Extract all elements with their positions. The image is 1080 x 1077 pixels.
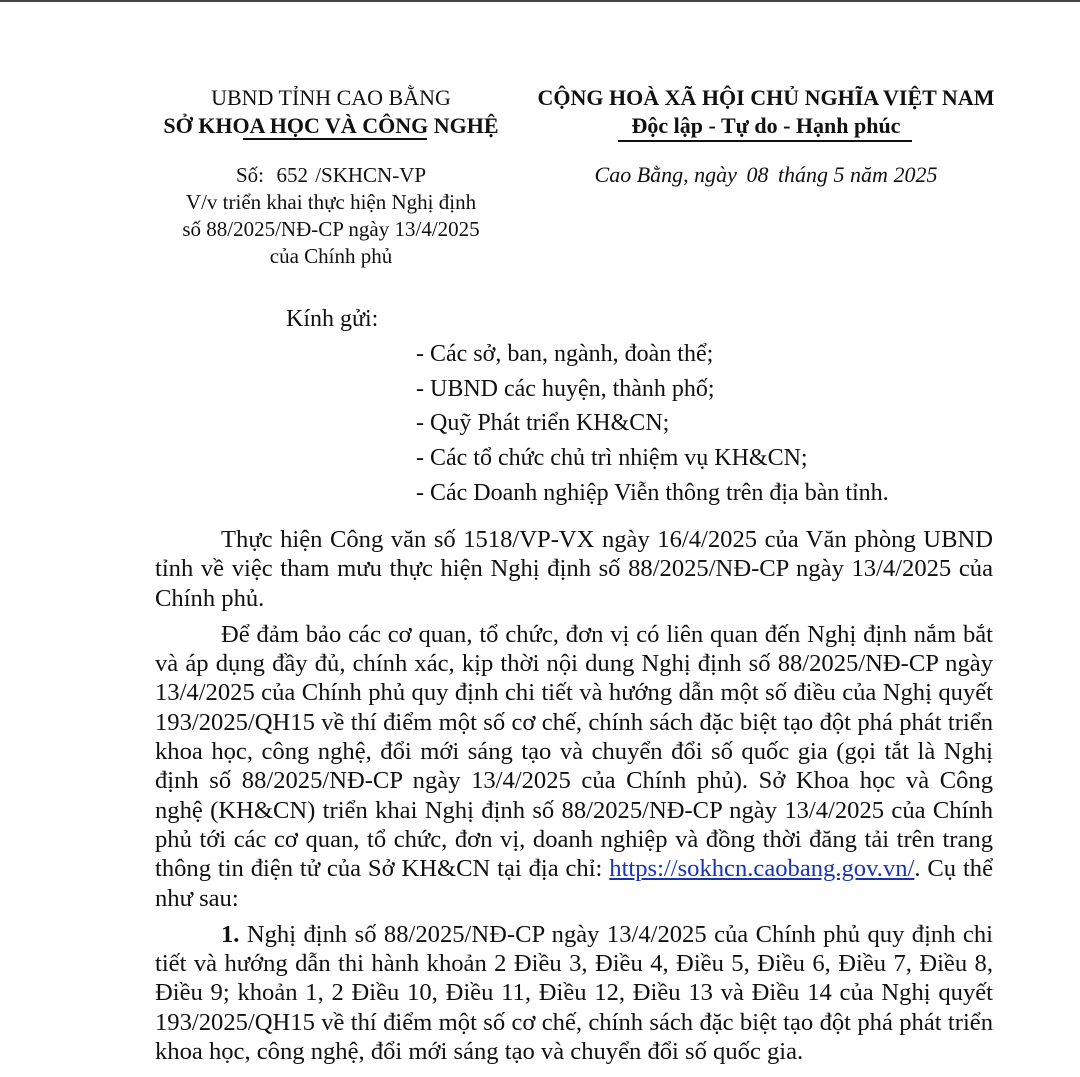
- subject-line: của Chính phủ: [269, 244, 393, 268]
- paragraph-tail: . Cụ thể như sau:: [155, 855, 993, 912]
- item-text: Nghị định số 88/2025/NĐ-CP ngày 13/4/2025 của Chính phủ quy định chi tiết và hướng dẫn thi hành khoản 2 Điều 3, Điều 4, Điều 5, Điều 6, Điều 7, Điều 8, Điều 9; khoản 1, 2 Điều 10, Điều 11, Điều 12, Điều 13 và Điều 14 của Nghị quyết 193/2025/QH15 về thí điểm một số cơ chế, chính sách đặc biệt tạo đột phá phát triển khoa học, công nghệ, đổi mới sáng tạo và chuyển đổi số quốc gia.: [155, 920, 993, 1066]
- paragraph-text: Để đảm bảo các cơ quan, tổ chức, đơn vị có liên quan đến Nghị định nắm bắt và áp dụng đầy đủ, chính xác, kịp thời nội dung Nghị định số 88/2025/NĐ-CP ngày 13/4/2025 của Chính phủ quy định chi tiết và hướng dẫn một số điều của Nghị quyết 193/2025/QH15 về thí điểm một số cơ chế, chính sách đặc biệt tạo đột phá phát triển khoa học, công nghệ, đổi mới sáng tạo và chuyển đổi số quốc gia (gọi tắt là Nghị định số 88/2025/NĐ-CP ngày 13/4/2025 của Chính phủ). Sở Khoa học và Công nghệ (KH&CN) triển khai Nghị định số 88/2025/NĐ-CP ngày 13/4/2025 của Chính phủ tới các cơ quan, tổ chức, đơn vị, doanh nghiệp và đồng thời đăng tải trên trang thông tin điện tử của Sở KH&CN tại địa chỉ:: [155, 620, 993, 883]
- national-header: [524, 84, 1008, 140]
- so-number: 652: [276, 163, 308, 187]
- document-subject: [150, 189, 512, 270]
- date-day: 08: [746, 162, 769, 187]
- recipient-item: - Các Doanh nghiệp Viễn thông trên địa bàn tỉnh.: [416, 479, 889, 506]
- recipient-item: - Quỹ Phát triển KH&CN;: [416, 410, 670, 437]
- agency-underline: [243, 138, 427, 140]
- document-date: [524, 162, 1008, 188]
- body-paragraph: [155, 620, 993, 913]
- recipient-item: - UBND các huyện, thành phố;: [416, 375, 715, 402]
- agency-name: SỞ KHOA HỌC VÀ CÔNG NGHỆ: [163, 113, 499, 138]
- website-link[interactable]: https://sokhcn.caobang.gov.vn/: [609, 855, 915, 883]
- document-number: [150, 162, 512, 188]
- document-body: [155, 525, 993, 1073]
- motto-underline: [618, 140, 912, 142]
- agency-header: [150, 84, 512, 140]
- subject-line: số 88/2025/NĐ-CP ngày 13/4/2025: [182, 217, 480, 241]
- recipient-list: [416, 337, 889, 511]
- body-item: [155, 920, 993, 1066]
- agency-parent: UBND TỈNH CAO BẰNG: [211, 85, 451, 110]
- page-top-border: [0, 0, 1080, 2]
- so-suffix: /SKHCN-VP: [315, 163, 427, 187]
- addressee-label: Kính gửi:: [286, 306, 379, 332]
- country-name: CỘNG HOÀ XÃ HỘI CHỦ NGHĨA VIỆT NAM: [537, 85, 995, 110]
- date-suffix: tháng 5 năm 2025: [777, 162, 938, 187]
- subject-line: V/v triển khai thực hiện Nghị định: [185, 190, 477, 214]
- date-prefix: Cao Bằng, ngày: [594, 162, 737, 187]
- item-number: 1.: [221, 920, 240, 948]
- so-label: Số:: [235, 163, 264, 187]
- recipient-item: - Các sở, ban, ngành, đoàn thể;: [416, 341, 714, 367]
- recipient-item: - Các tổ chức chủ trì nhiệm vụ KH&CN;: [416, 445, 808, 472]
- body-paragraph: Thực hiện Công văn số 1518/VP-VX ngày 16/4/2025 của Văn phòng UBND tỉnh về việc tham mưu thực hiện Nghị định số 88/2025/NĐ-CP ngày 13/4/2025 của Chính phủ.: [155, 526, 993, 612]
- national-motto: Độc lập - Tự do - Hạnh phúc: [631, 113, 901, 138]
